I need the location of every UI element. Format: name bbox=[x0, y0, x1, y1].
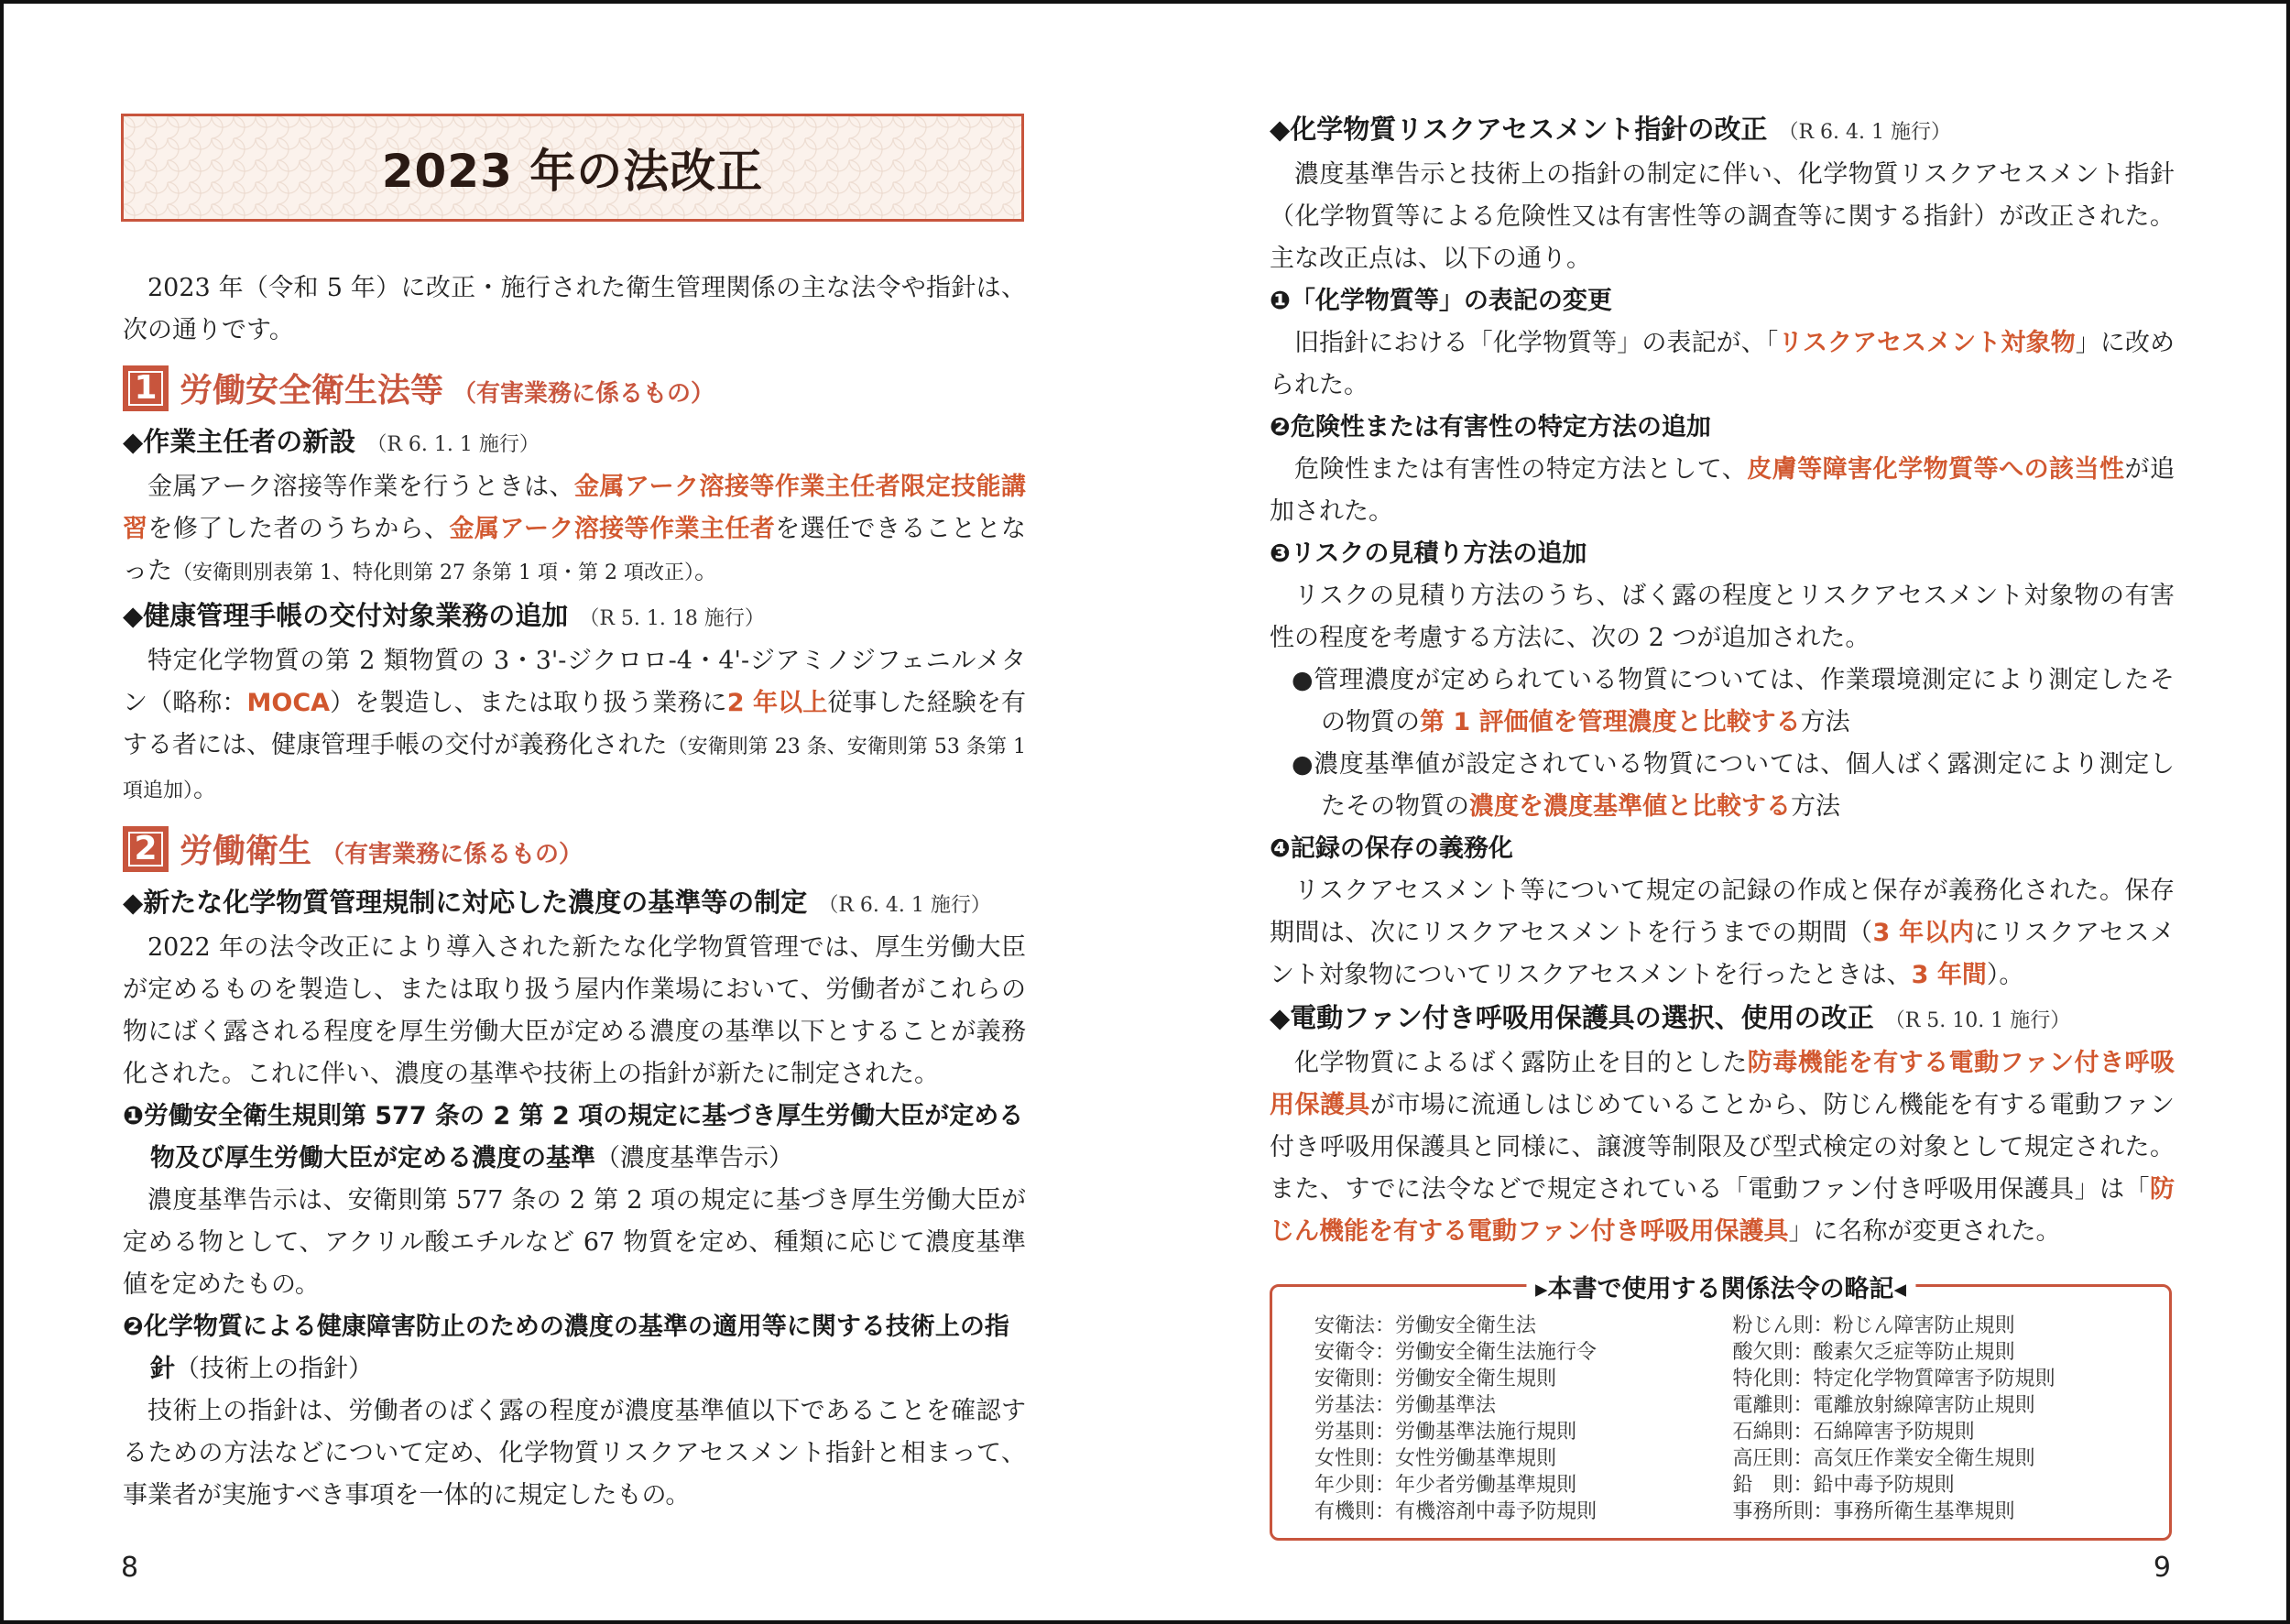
abbreviation-entry: 安衛則：労働安全衛生規則 bbox=[1314, 1368, 1557, 1390]
sub-heading: ❹記録の保存の義務化 bbox=[1270, 834, 1513, 863]
right-content bbox=[1145, 4, 2286, 1541]
item-body: 化学物質によるばく露防止を目的とした防毒機能を有する電動ファン付き呼吸用保護具が市場に流通しはじめていることから、防じん機能を有する電動ファン付き呼吸用保護具と同様に、譲渡等制限及び型式検定の対象として規定された。また、すでに法令などで規定されている「電動ファン付き呼吸用保護具」は「防じん機能を有する電動ファン付き呼吸用保護具」に名称が変更された。 bbox=[1270, 1049, 2176, 1246]
item-body: 2022 年の法令改正により導入された新たな化学物質管理では、厚生労働大臣が定めるものを製造し、または取り扱う屋内作業場において、労働者がこれらの物にばく露される程度を厚生労働大臣が定める濃度の基準以下とすることが義務化された。これに伴い、濃度の基準や技術上の指針が新たに制定された。 bbox=[123, 933, 1026, 1088]
page-number: 8 bbox=[121, 1552, 139, 1584]
left-content bbox=[4, 4, 1145, 1517]
item-heading: ◆化学物質リスクアセスメント指針の改正 （R 6. 4. 1 施行） bbox=[1270, 114, 1951, 145]
item-date: （R 6. 4. 1 施行） bbox=[818, 894, 991, 917]
abbreviation-entry: 年少則：年少者労働基準規則 bbox=[1314, 1474, 1577, 1497]
item-date: （R 5. 10. 1 施行） bbox=[1884, 1009, 2071, 1032]
section-2-title: 労働衛生 bbox=[180, 833, 312, 870]
section-1-heading bbox=[123, 365, 1026, 411]
sub-heading: ❶労働安全衛生規則第 577 条の 2 第 2 項の規定に基づき厚生労働大臣が定める物及び厚生労働大臣が定める濃度の基準（濃度基準告示） bbox=[123, 1102, 1024, 1172]
abbreviation-entry: 労基則：労働基準法施行規則 bbox=[1314, 1421, 1577, 1444]
page-number: 9 bbox=[2153, 1552, 2171, 1584]
sub-body: 濃度基準告示は、安衛則第 577 条の 2 第 2 項の規定に基づき厚生労働大臣が定める物として、アクリル酸エチルなど 67 物質を定め、種類に応じて濃度基準値を定めたもの。 bbox=[123, 1186, 1026, 1299]
sub-body: 旧指針における「化学物質等」の表記が、「リスクアセスメント対象物」に改められた。 bbox=[1270, 329, 2176, 399]
abbreviation-entry: 女性則：女性労働基準規則 bbox=[1314, 1447, 1557, 1470]
section-1-number: 1 bbox=[123, 365, 169, 411]
abbreviation-entry: 電離則：電離放射線障害防止規則 bbox=[1732, 1394, 2035, 1417]
bullet-item: ●濃度基準値が設定されている物質については、個人ばく露測定により測定したその物質の濃度を濃度基準値と比較する方法 bbox=[1292, 750, 2175, 821]
bullet-item: ●管理濃度が定められている物質については、作業環境測定により測定したその物質の第 1 評価値を管理濃度と比較する方法 bbox=[1292, 666, 2175, 736]
item-body: 特定化学物質の第 2 類物質の 3・3'-ジクロロ-4・4'-ジアミノジフェニルメタン（略称：MOCA）を製造し、または取り扱う業務に2 年以上従事した経験を有する者には、健康管理手帳の交付が義務化された（安衛則第 23 条、安衛則第 53 条第 1 項追加）。 bbox=[123, 647, 1027, 803]
abbreviation-entry: 安衛法：労働安全衛生法 bbox=[1314, 1314, 1537, 1337]
item-date: （R 6. 1. 1 施行） bbox=[366, 433, 540, 456]
section-2-heading bbox=[123, 825, 1026, 872]
item-heading: ◆健康管理手帳の交付対象業務の追加 （R 5. 1. 18 施行） bbox=[123, 600, 765, 631]
abbreviation-box bbox=[1270, 1275, 2172, 1541]
item-body: 濃度基準告示と技術上の指針の制定に伴い、化学物質リスクアセスメント指針（化学物質等による危険性又は有害性等の調査等に関する指針）が改正された。主な改正点は、以下の通り。 bbox=[1270, 160, 2175, 273]
item-heading: ◆電動ファン付き呼吸用保護具の選択、使用の改正 （R 5. 10. 1 施行） bbox=[1270, 1002, 2071, 1033]
item-heading: ◆作業主任者の新設 （R 6. 1. 1 施行） bbox=[123, 426, 540, 457]
section-1-subtitle: （有害業務に係るもの） bbox=[453, 380, 715, 408]
right-page bbox=[1145, 4, 2286, 1620]
sub-heading: ❶「化学物質等」の表記の変更 bbox=[1270, 287, 1612, 315]
abbreviation-entry: 安衛令：労働安全衛生法施行令 bbox=[1314, 1341, 1598, 1364]
abbreviation-column-left bbox=[1314, 1313, 1733, 1525]
abbreviation-entry: 有機則：有機溶剤中毒予防規則 bbox=[1314, 1500, 1598, 1523]
sub-body: 技術上の指針は、労働者のばく露の程度が濃度基準値以下であることを確認するための方法などについて定め、化学物質リスクアセスメント指針と相まって、事業者が実施すべき事項を一体的に規定したもの。 bbox=[123, 1397, 1026, 1510]
item-date: （R 6. 4. 1 施行） bbox=[1778, 121, 1951, 144]
item-body: 金属アーク溶接等作業を行うときは、金属アーク溶接等作業主任者限定技能講習を修了した者のうちから、金属アーク溶接等作業主任者を選任できることとなった（安衛則別表第 1、特化則第 27 条第 1 項・第 2 項改正）。 bbox=[123, 473, 1027, 585]
abbreviation-entry: 労基法：労働基準法 bbox=[1314, 1394, 1497, 1417]
sub-heading: ❷化学物質による健康障害防止のための濃度の基準の適用等に関する技術上の指針（技術上の指針） bbox=[123, 1313, 1009, 1383]
section-1-title: 労働安全衛生法等 bbox=[180, 372, 444, 409]
abbreviation-entry: 特化則：特定化学物質障害予防規則 bbox=[1732, 1368, 2056, 1390]
sub-heading: ❷危険性または有害性の特定方法の追加 bbox=[1270, 413, 1711, 441]
section-2-subtitle: （有害業務に係るもの） bbox=[321, 841, 583, 868]
abbreviation-entry: 鉛 則：鉛中毒予防規則 bbox=[1732, 1474, 1955, 1497]
section-2-number: 2 bbox=[123, 826, 169, 872]
abbreviation-title: ▸本書で使用する関係法令の略記◂ bbox=[1526, 1269, 1915, 1304]
abbreviation-grid bbox=[1314, 1313, 2151, 1525]
sub-heading: ❸リスクの見積り方法の追加 bbox=[1270, 540, 1587, 568]
abbreviation-column-right bbox=[1733, 1313, 2152, 1525]
left-page bbox=[4, 4, 1145, 1620]
sub-body: リスクの見積り方法のうち、ばく露の程度とリスクアセスメント対象物の有害性の程度を考慮する方法に、次の 2 つが追加された。 bbox=[1270, 582, 2175, 652]
abbreviation-entry: 事務所則：事務所衛生基準規則 bbox=[1732, 1500, 2015, 1523]
item-heading: ◆新たな化学物質管理規制に対応した濃度の基準等の制定 （R 6. 4. 1 施行） bbox=[123, 887, 991, 918]
sub-body: 危険性または有害性の特定方法として、皮膚等障害化学物質等への該当性が追加された。 bbox=[1270, 455, 2176, 526]
intro-text: 2023 年（令和 5 年）に改正・施行された衛生管理関係の主な法令や指針は、次の通りです。 bbox=[123, 274, 1026, 344]
page-title: 2023 年の法改正 bbox=[381, 145, 764, 198]
sub-body: リスクアセスメント等について規定の記録の作成と保存が義務化された。保存期間は、次にリスクアセスメントを行うまでの期間（3 年以内にリスクアセスメント対象物についてリスクアセスメントを行ったときは、3 年間）。 bbox=[1270, 877, 2175, 989]
abbreviation-entry: 粉じん則：粉じん障害防止規則 bbox=[1732, 1314, 2015, 1337]
item-date: （R 5. 1. 18 施行） bbox=[579, 607, 765, 630]
abbreviation-entry: 高圧則：高気圧作業安全衛生規則 bbox=[1732, 1447, 2035, 1470]
abbreviation-entry: 酸欠則：酸素欠乏症等防止規則 bbox=[1732, 1341, 2015, 1364]
abbreviation-entry: 石綿則：石綿障害予防規則 bbox=[1732, 1421, 1975, 1444]
